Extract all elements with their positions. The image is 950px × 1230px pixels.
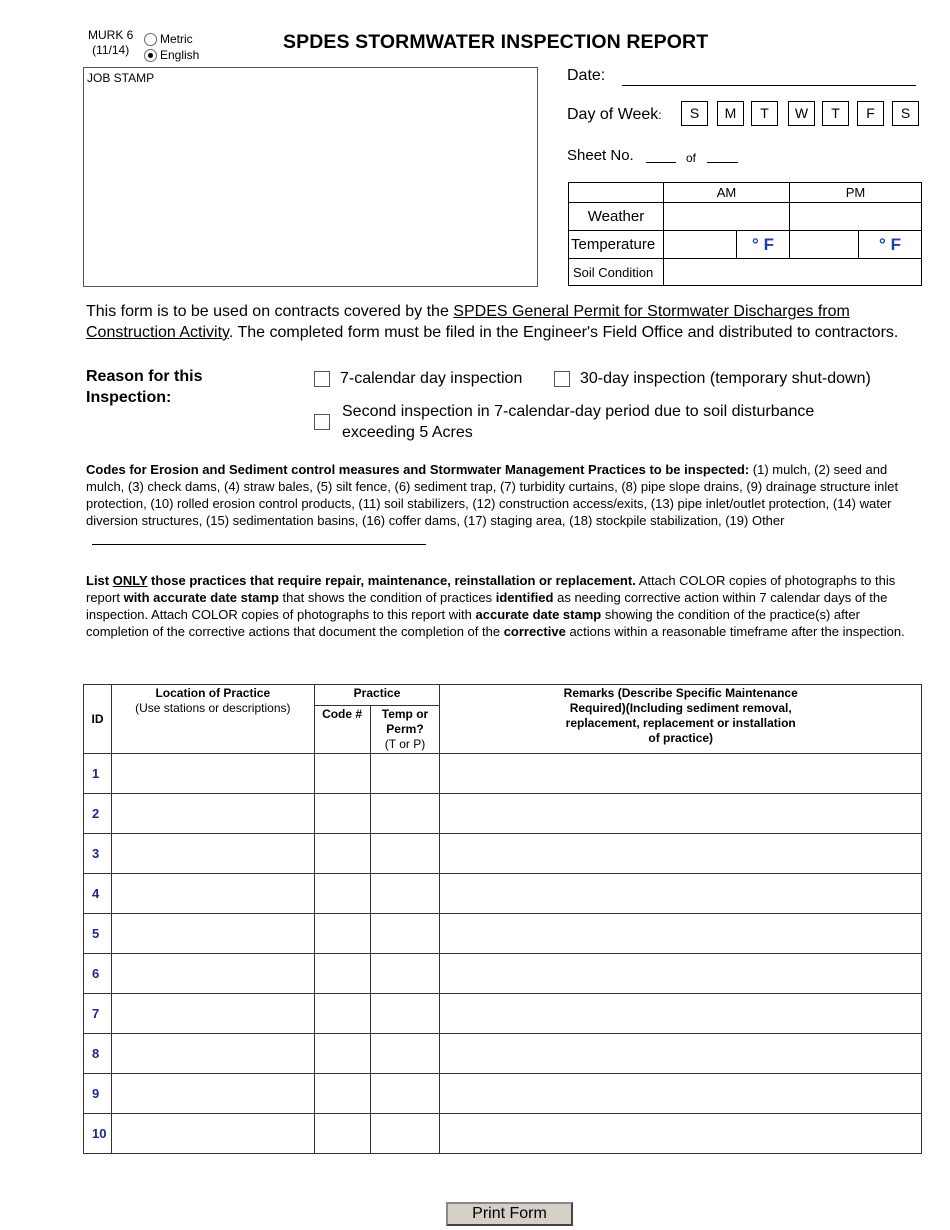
day-box-sunday[interactable]: S	[681, 101, 708, 126]
form-code	[88, 28, 133, 58]
code-header: Code #	[314, 706, 370, 754]
code-field[interactable]	[314, 874, 370, 914]
temp-perm-title: Temp or Perm?	[381, 707, 429, 736]
day-box-friday[interactable]: F	[857, 101, 884, 126]
temperature-label: Temperature	[569, 231, 664, 259]
row-id: 7	[84, 994, 112, 1034]
list-p10: showing the condition of the practice(s) after completion of the corrective actions that document the completion of the	[86, 607, 860, 639]
row-id: 6	[84, 954, 112, 994]
day-box-thursday[interactable]: T	[822, 101, 849, 126]
list-p9: accurate date stamp	[475, 607, 602, 622]
unit-selector	[144, 31, 199, 63]
temperature-pm-unit: ° F	[859, 231, 922, 259]
remarks-field[interactable]	[440, 794, 922, 834]
practice-table-body	[84, 754, 922, 1154]
code-field[interactable]	[314, 914, 370, 954]
location-field[interactable]	[111, 914, 314, 954]
row-id: 1	[84, 754, 112, 794]
temperature-am-field[interactable]	[664, 231, 737, 259]
intro-paragraph	[86, 301, 922, 343]
sheet-of-label: of	[686, 151, 697, 165]
temperature-pm-field[interactable]	[790, 231, 859, 259]
code-field[interactable]	[314, 754, 370, 794]
checkbox-second-inspection[interactable]	[314, 414, 330, 430]
location-field[interactable]	[111, 874, 314, 914]
reason-30day-label: 30-day inspection (temporary shut-down)	[580, 370, 871, 387]
row-id: 10	[84, 1114, 112, 1154]
remarks-field[interactable]	[440, 874, 922, 914]
form-code-date: (11/14)	[92, 43, 130, 57]
list-p6: that shows the condition of practices	[278, 590, 496, 605]
reason-option-7day[interactable]	[314, 368, 522, 389]
soil-condition-field[interactable]	[664, 259, 922, 286]
table-row	[84, 914, 922, 954]
weather-pm-field[interactable]	[790, 203, 922, 231]
job-stamp-box[interactable]	[83, 67, 538, 287]
temp-perm-field[interactable]	[370, 874, 440, 914]
table-row	[84, 1034, 922, 1074]
temp-perm-field[interactable]	[370, 1074, 440, 1114]
location-header-sub: (Use stations or descriptions)	[135, 701, 291, 715]
page-title: SPDES STORMWATER INSPECTION REPORT	[283, 31, 709, 53]
metric-radio[interactable]	[144, 33, 157, 46]
metric-label: Metric	[160, 32, 193, 46]
temp-perm-field[interactable]	[370, 994, 440, 1034]
temp-perm-field[interactable]	[370, 754, 440, 794]
table-row	[84, 994, 922, 1034]
row-id: 9	[84, 1074, 112, 1114]
reason-label: Reason for this Inspection:	[86, 368, 203, 406]
temperature-am-unit: ° F	[737, 231, 790, 259]
remarks-field[interactable]	[440, 754, 922, 794]
weather-table	[568, 182, 922, 286]
row-id: 4	[84, 874, 112, 914]
list-p2: ONLY	[112, 573, 148, 588]
date-field[interactable]	[622, 85, 916, 86]
date-label: Date:	[567, 67, 606, 84]
reason-option-30day[interactable]	[554, 368, 871, 389]
remarks-header: Remarks (Describe Specific Maintenance Required)(Including sediment removal, replacement, replacement or installation of practice)	[440, 685, 922, 754]
intro-text-before: This form is to be used on contracts covered by the	[86, 303, 454, 320]
id-header: ID	[84, 685, 112, 754]
location-field[interactable]	[111, 754, 314, 794]
remarks-field[interactable]	[440, 1114, 922, 1154]
location-field[interactable]	[111, 1034, 314, 1074]
list-p12: actions within a reasonable timeframe after the inspection.	[565, 624, 905, 639]
day-box-saturday[interactable]: S	[892, 101, 919, 126]
checkbox-30day[interactable]	[554, 371, 570, 387]
list-p3: those practices that require repair, maintenance, reinstallation or replacement.	[147, 573, 636, 588]
sheet-number-field[interactable]	[646, 162, 676, 163]
temp-perm-sub: (T or P)	[384, 737, 426, 751]
location-field[interactable]	[111, 1074, 314, 1114]
list-p7: identified	[495, 590, 554, 605]
table-row	[84, 794, 922, 834]
temp-perm-field[interactable]	[370, 914, 440, 954]
reason-second-label: Second inspection in 7-calendar-day period due to soil disturbance exceeding 5 Acres	[342, 403, 815, 441]
sheet-no-label: Sheet No.	[567, 147, 634, 164]
code-field[interactable]	[314, 834, 370, 874]
english-radio[interactable]	[144, 49, 157, 62]
row-id: 5	[84, 914, 112, 954]
day-box-wednesday[interactable]: W	[788, 101, 815, 126]
reason-7day-label: 7-calendar day inspection	[340, 370, 523, 387]
temp-perm-field[interactable]	[370, 954, 440, 994]
table-row	[84, 1114, 922, 1154]
remarks-field[interactable]	[440, 834, 922, 874]
intro-text-after: . The completed form must be filed in the Engineer's Field Office and distributed to contractors.	[228, 324, 899, 341]
location-field[interactable]	[111, 794, 314, 834]
code-field[interactable]	[314, 994, 370, 1034]
row-id: 2	[84, 794, 112, 834]
unit-option-english[interactable]	[144, 47, 199, 63]
checkbox-7day[interactable]	[314, 371, 330, 387]
code-field[interactable]	[314, 794, 370, 834]
day-box-monday[interactable]: M	[717, 101, 744, 126]
permit-link: SPDES General Permit for Stormwater Discharges from Construction Activity	[86, 303, 850, 341]
remarks-field[interactable]	[440, 1074, 922, 1114]
codes-paragraph	[86, 461, 922, 546]
day-of-week-label	[567, 106, 662, 124]
list-p8: as needing corrective action within 7 calendar days of the inspection. Attach COLOR copies of photographs to this report with	[86, 590, 888, 622]
temp-perm-field[interactable]	[370, 1114, 440, 1154]
remarks-field[interactable]	[440, 1034, 922, 1074]
table-row	[84, 754, 922, 794]
row-id: 3	[84, 834, 112, 874]
instructions-paragraph	[86, 572, 922, 640]
location-field[interactable]	[111, 1114, 314, 1154]
list-p11: corrective	[503, 624, 566, 639]
other-field[interactable]	[92, 544, 426, 545]
temp-perm-header	[370, 706, 440, 754]
temp-perm-field[interactable]	[370, 794, 440, 834]
print-form-button[interactable]: Print Form	[446, 1202, 573, 1226]
temp-perm-field[interactable]	[370, 834, 440, 874]
row-id: 8	[84, 1034, 112, 1074]
table-row	[84, 954, 922, 994]
weather-label: Weather	[569, 203, 664, 231]
location-header	[111, 685, 314, 754]
temp-perm-field[interactable]	[370, 1034, 440, 1074]
table-row	[84, 834, 922, 874]
codes-heading: Codes for Erosion and Sediment control measures and Stormwater Management Practices to be inspected:	[86, 462, 750, 477]
location-field[interactable]	[111, 994, 314, 1034]
remarks-field[interactable]	[440, 954, 922, 994]
job-stamp-label: JOB STAMP	[87, 71, 155, 85]
day-of-week-colon: :	[658, 108, 662, 122]
codes-list: (1) mulch, (2) seed and mulch, (3) check dams, (4) straw bales, (5) silt fence, (6) sediment trap, (7) turbidity curtains, (8) pipe slope drains, (9) drainage structure inlet protection, (10) rolled erosion control products, (11) soil stabilizers, (12) construction access/exits, (13) pipe inlet/outlet protection, (14) water diversion structures, (15) sedimentation basins, (16) coffer dams, (17) staging area, (18) stockpile stabilization, (19) Other	[86, 462, 899, 528]
unit-option-metric[interactable]	[144, 31, 199, 47]
list-p5: with accurate date stamp	[123, 590, 279, 605]
soil-condition-label: Soil Condition	[569, 259, 664, 286]
table-row	[84, 1074, 922, 1114]
code-field[interactable]	[314, 1074, 370, 1114]
location-field[interactable]	[111, 954, 314, 994]
sheet-total-field[interactable]	[707, 162, 738, 163]
practice-table	[83, 684, 922, 1154]
list-p4: Attach COLOR copies of photographs to this report	[86, 573, 896, 605]
day-of-week-label-text: Day of Week	[567, 106, 659, 123]
remarks-field[interactable]	[440, 914, 922, 954]
list-p1: List	[86, 573, 113, 588]
pm-header: PM	[790, 183, 922, 203]
am-header: AM	[664, 183, 790, 203]
table-row	[84, 874, 922, 914]
code-field[interactable]	[314, 954, 370, 994]
english-label: English	[160, 48, 200, 62]
location-field[interactable]	[111, 834, 314, 874]
weather-table-corner	[569, 183, 664, 203]
form-code-id: MURK 6	[88, 28, 134, 42]
location-header-title: Location of Practice	[155, 686, 271, 700]
reason-option-second[interactable]	[314, 401, 862, 443]
remarks-field[interactable]	[440, 994, 922, 1034]
code-field[interactable]	[314, 1114, 370, 1154]
code-field[interactable]	[314, 1034, 370, 1074]
day-box-tuesday[interactable]: T	[751, 101, 778, 126]
practice-header: Practice	[314, 685, 440, 706]
weather-am-field[interactable]	[664, 203, 790, 231]
